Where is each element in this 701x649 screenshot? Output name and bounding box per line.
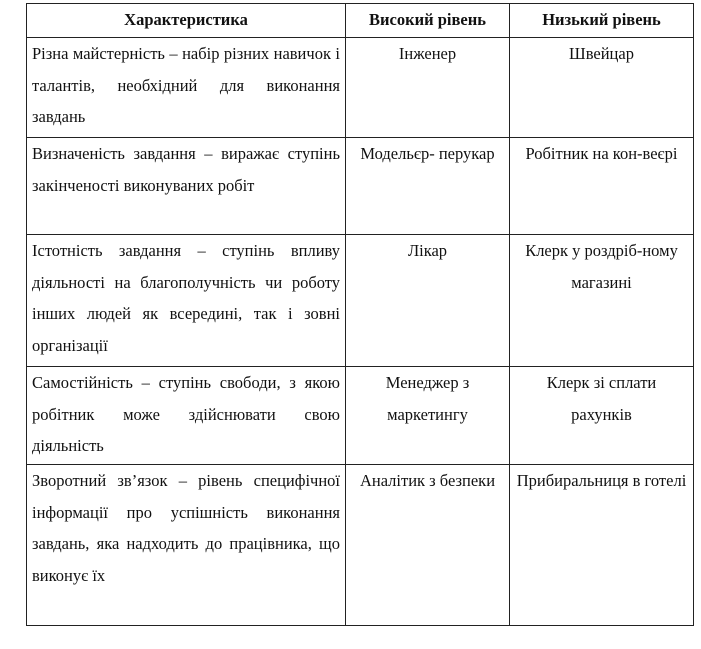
table-row: [27, 367, 694, 465]
characteristic-cell: Зворотний зв’язок – рівень специфічної інформації про успішність виконання завдань, яка надходить до працівника, що виконує їх: [27, 465, 346, 626]
table-header: [27, 4, 694, 38]
low-level-cell: Клерк у роздріб-ному магазині: [510, 235, 694, 367]
high-level-cell: Модельєр- перукар: [346, 138, 510, 235]
characteristic-cell: Істотність завдання – ступінь впливу діяльності на благополучність чи роботу інших людей як всередині, так і зовні організації: [27, 235, 346, 367]
table-row: [27, 465, 694, 626]
high-level-cell: Інженер: [346, 38, 510, 138]
table-row: [27, 235, 694, 367]
characteristic-cell: Різна майстерність – набір різних навичок і талантів, необхідний для виконання завдань: [27, 38, 346, 138]
characteristics-table: [26, 3, 694, 626]
header-characteristic: Характеристика: [27, 4, 346, 38]
characteristic-cell: Самостійність – ступінь свободи, з якою робітник може здійснювати свою діяльність: [27, 367, 346, 465]
low-level-cell: Клерк зі сплати рахунків: [510, 367, 694, 465]
high-level-cell: Лікар: [346, 235, 510, 367]
high-level-cell: Аналітик з безпеки: [346, 465, 510, 626]
table-row: [27, 138, 694, 235]
header-low-level: Низький рівень: [510, 4, 694, 38]
low-level-cell: Робітник на кон-веєрі: [510, 138, 694, 235]
low-level-cell: Прибиральниця в готелі: [510, 465, 694, 626]
low-level-cell: Швейцар: [510, 38, 694, 138]
header-high-level: Високий рівень: [346, 4, 510, 38]
header-row: [27, 4, 694, 38]
table-body: [27, 38, 694, 626]
table-row: [27, 38, 694, 138]
characteristic-cell: Визначеність завдання – виражає ступінь закінченості виконуваних робіт: [27, 138, 346, 235]
high-level-cell: Менеджер з маркетингу: [346, 367, 510, 465]
